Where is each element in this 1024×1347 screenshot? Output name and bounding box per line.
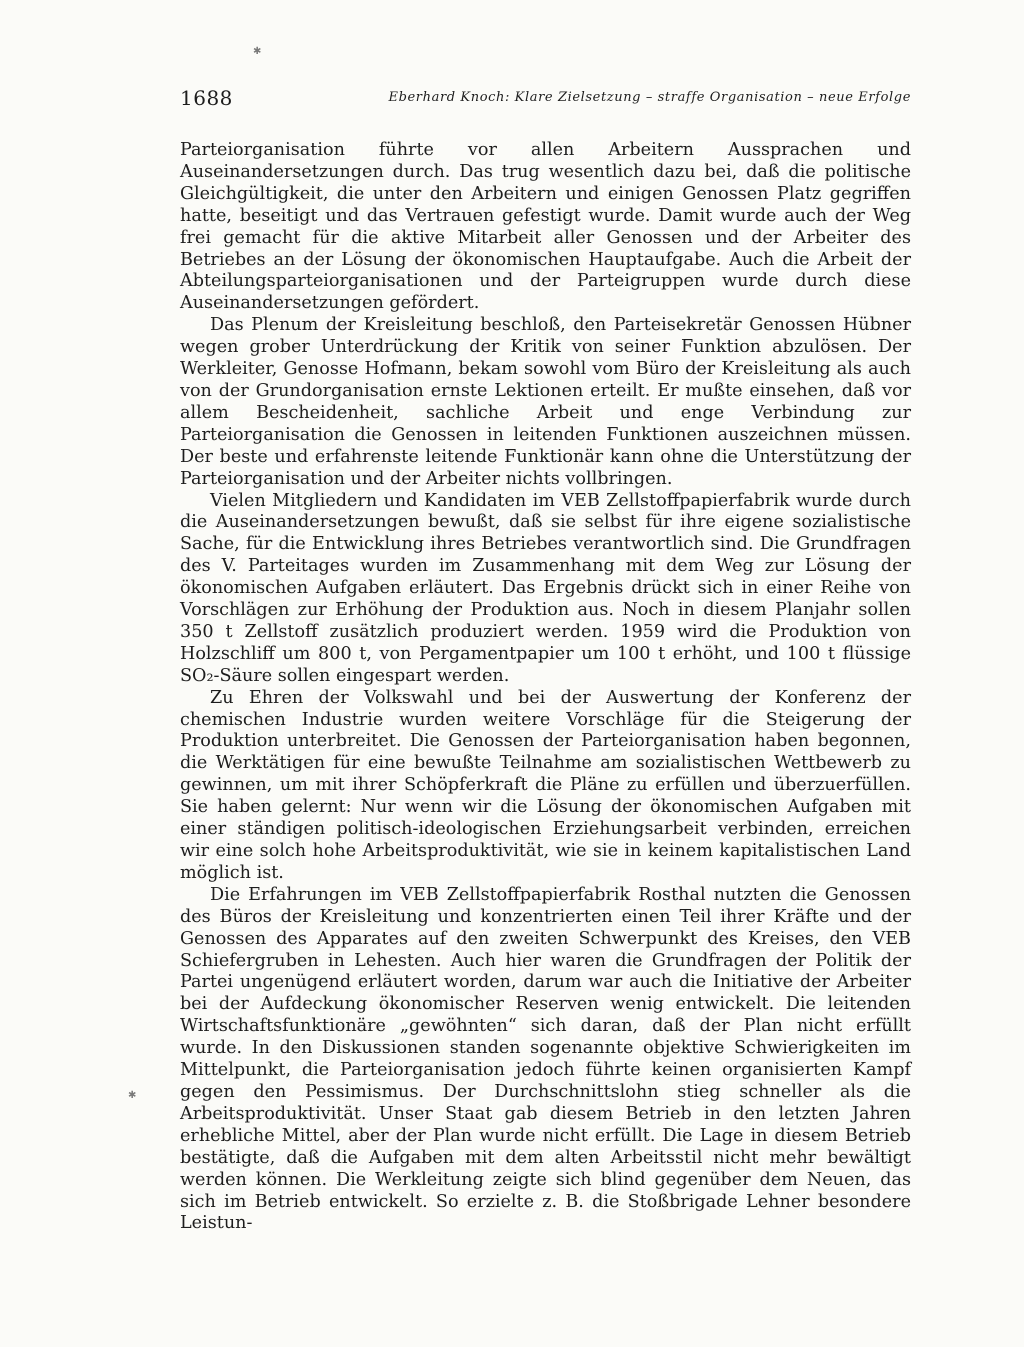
page-number: 1688 <box>180 86 233 110</box>
paragraph-4: Zu Ehren der Volkswahl und bei der Auswertung der Konferenz der chemischen Industrie wurden weitere Vorschläge für die Steigerung der Produktion unterbreitet. Die Genossen der Parteiorganisation haben begonnen, die Werktätigen für eine bewußte Teilnahme am sozialistischen Wettbewerb zu gewinnen, um mit ihrer Schöpferkraft die Pläne zu erfüllen und überzuerfüllen. Sie haben gelernt: Nur wenn wir die Lösung der ökonomischen Aufgaben mit einer ständigen politisch-ideologischen Erziehungsarbeit verbinden, erreichen wir eine solch hohe Arbeitsproduktivität, wie sie in keinem kapitalistischen Land möglich ist. <box>180 687 911 883</box>
scan-speck: ✱ <box>253 46 262 57</box>
paragraph-5: Die Erfahrungen im VEB Zellstoffpapierfabrik Rosthal nutzten die Genossen des Büros der Kreisleitung und konzentrierten einen Teil ihrer Kräfte und der Genossen des Apparates auf den zweiten Schwerpunkt des Kreises, den VEB Schiefergruben in Lehesten. Auch hier waren die Grundfragen der Politik der Partei ungenügend erläutert worden, darum war auch die Initiative der Arbeiter bei der Aufdeckung ökonomischer Reserven wenig entwickelt. Die leitenden Wirtschaftsfunktionäre „gewöhnten“ sich daran, daß der Plan nicht erfüllt wurde. In den Diskussionen standen sogenannte objektive Schwierigkeiten im Mittelpunkt, die Parteiorganisation jedoch führte keinen organisierten Kampf gegen den Pessimismus. Der Durchschnittslohn stieg schneller als die Arbeitsproduktivität. Unser Staat gab diesem Betrieb in den letzten Jahren erhebliche Mittel, aber der Plan wurde nicht erfüllt. Die Lage in diesem Betrieb bestätigte, daß die Aufgaben mit dem alten Arbeitsstil nicht mehr bewältigt werden können. Die Werkleitung zeigte sich blind gegenüber dem Neuen, das sich im Betrieb entwickelt. So erzielte z. B. die Stoßbrigade Lehner besondere Leistun- <box>180 884 911 1234</box>
scan-speck: ✱ <box>128 1090 137 1101</box>
page-content <box>180 86 911 1235</box>
paragraph-3: Vielen Mitgliedern und Kandidaten im VEB Zellstoffpapierfabrik wurde durch die Auseinandersetzungen bewußt, daß sie selbst für ihre eigene sozialistische Sache, für die Entwicklung ihres Betriebes verantwortlich sind. Die Grundfragen des V. Parteitages wurden im Zusammenhang mit dem Weg zur Lösung der ökonomischen Aufgaben erläutert. Das Ergebnis drückt sich in einer Reihe von Vorschlägen zur Erhöhung der Produktion aus. Noch in diesem Planjahr sollen 350 t Zellstoff zusätzlich produziert werden. 1959 wird die Produktion von Holzschliff um 800 t, von Pergamentpapier um 100 t erhöht, und 100 t flüssige SO₂-Säure sollen eingespart werden. <box>180 490 911 686</box>
running-title: Eberhard Knoch: Klare Zielsetzung – straffe Organisation – neue Erfolge <box>388 90 911 105</box>
page-header <box>180 86 911 118</box>
paragraph-1: Parteiorganisation führte vor allen Arbeitern Aussprachen und Auseinandersetzungen durch. Das trug wesentlich dazu bei, daß die politische Gleichgültigkeit, die unter den Arbeitern und einigen Genossen Platz gegriffen hatte, beseitigt und das Vertrauen gefestigt wurde. Damit wurde auch der Weg frei gemacht für die aktive Mitarbeit aller Genossen und der Arbeiter des Betriebes an der Lösung der ökonomischen Hauptaufgabe. Auch die Arbeit der Abteilungsparteiorganisationen und der Parteigruppen wurde durch diese Auseinandersetzungen gefördert. <box>180 140 911 314</box>
paragraph-2: Das Plenum der Kreisleitung beschloß, den Parteisekretär Genossen Hübner wegen grober Unterdrückung der Kritik von seiner Funktion abzulösen. Der Werkleiter, Genosse Hofmann, bekam sowohl vom Büro der Kreisleitung als auch von der Grundorganisation ernste Lektionen erteilt. Er mußte einsehen, daß vor allem Bescheidenheit, sachliche Arbeit und enge Verbindung zur Parteiorganisation die Genossen in leitenden Funktionen auszeichnen müssen. Der beste und erfahrenste leitende Funktionär kann ohne die Unterstützung der Parteiorganisation und der Arbeiter nichts vollbringen. <box>180 315 911 489</box>
body-text <box>180 140 911 1235</box>
